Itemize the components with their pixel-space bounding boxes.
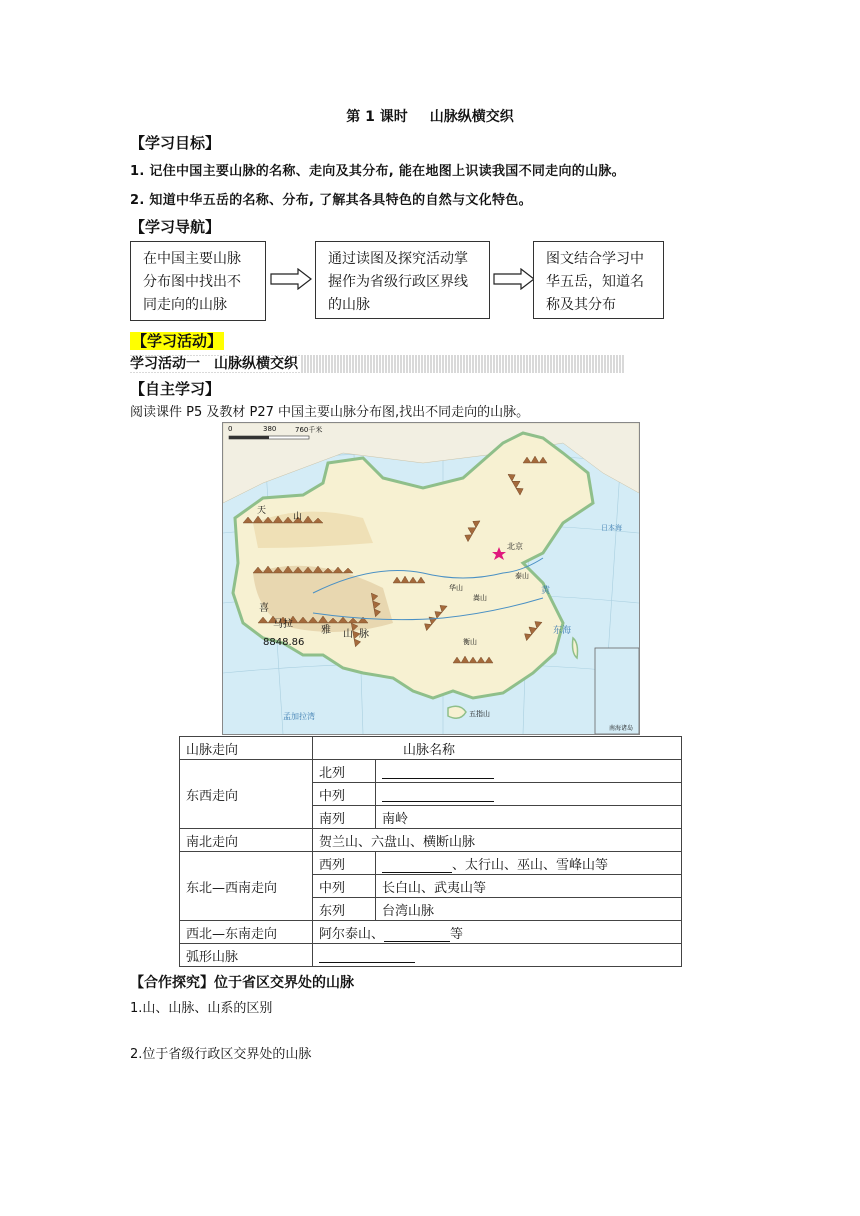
ew-pos-middle: 中列 <box>313 783 376 806</box>
scale-380: 380 <box>263 425 277 433</box>
table-row <box>180 852 682 875</box>
arc-blank[interactable] <box>313 944 682 967</box>
ns-label: 南北走向 <box>180 829 313 852</box>
scale-760: 760千米 <box>295 426 323 434</box>
page-title <box>0 106 860 126</box>
label-shanmai: 山 <box>343 629 353 640</box>
nav-box-1: 在中国主要山脉分布图中找出不同走向的山脉 <box>130 241 266 321</box>
activity-subheading: 学习活动一 山脉纵横交织 <box>130 355 625 373</box>
table-row <box>180 829 682 852</box>
taiwan <box>573 638 578 658</box>
label-nanhai: 南海诸岛 <box>609 725 634 732</box>
table-row <box>180 921 682 944</box>
question-2: 2.位于省级行政区交界处的山脉 <box>130 1047 312 1062</box>
china-mountain-map <box>222 422 640 735</box>
nav-box-3: 图文结合学习中华五岳，知道名称及其分布 <box>533 241 664 319</box>
scale-0: 0 <box>228 425 233 433</box>
table-row <box>180 760 682 783</box>
table-row <box>180 944 682 967</box>
label-huashan: 华山 <box>449 584 463 592</box>
ne-west-value: 、太行山、巫山、雪峰山等 <box>452 857 609 873</box>
ne-east-value: 台湾山脉 <box>376 898 682 921</box>
ne-pos-west: 西列 <box>313 852 376 875</box>
hainan <box>448 706 466 718</box>
nw-suffix: 等 <box>450 926 464 942</box>
nav-arrow-2 <box>493 268 535 290</box>
label-songshan: 嵩山 <box>473 594 487 602</box>
label-hengshan: 衡山 <box>463 638 477 646</box>
lesson-number: 第 1 课时 <box>346 109 408 125</box>
nav-heading: 【学习导航】 <box>130 218 221 236</box>
ne-middle-value: 长白山、武夷山等 <box>376 875 682 898</box>
south-sea-inset <box>595 648 639 734</box>
label-beijing: 北京 <box>507 542 523 551</box>
ew-south-value: 南岭 <box>376 806 682 829</box>
nw-cell[interactable] <box>313 921 682 944</box>
ne-pos-east: 东列 <box>313 898 376 921</box>
map-graphic <box>223 423 639 734</box>
activity-heading: 【学习活动】 <box>132 332 223 350</box>
label-donghai: 东海 <box>553 626 572 636</box>
goal-1: 1. 记住中国主要山脉的名称、走向及其分布, 能在地图上识读我国不同走向的山脉。 <box>130 164 625 179</box>
nw-prefix: 阿尔泰山、 <box>319 926 385 942</box>
label-bengal: 孟加拉湾 <box>283 712 315 721</box>
label-huanghai: 黄 <box>541 586 551 596</box>
label-tian: 天 <box>257 506 267 516</box>
mountain-direction-table <box>179 736 682 967</box>
ew-label: 东西走向 <box>180 760 313 829</box>
ne-label: 东北—西南走向 <box>180 852 313 921</box>
ns-value: 贺兰山、六盘山、横断山脉 <box>313 829 682 852</box>
table-header-row <box>180 737 682 760</box>
label-ya: 雅 <box>321 625 331 636</box>
self-study-heading: 【自主学习】 <box>130 380 221 398</box>
ew-pos-south: 南列 <box>313 806 376 829</box>
label-malaya: 马拉 <box>273 619 293 630</box>
nw-label: 西北—东南走向 <box>180 921 313 944</box>
xinjiang-basin <box>253 512 373 548</box>
header-names: 山脉名称 <box>313 737 682 760</box>
intro-text: 阅读课件 P5 及教材 P27 中国主要山脉分布图,找出不同走向的山脉。 <box>130 405 530 420</box>
label-taishan: 泰山 <box>515 572 529 580</box>
label-wuzhishan: 五指山 <box>469 710 490 718</box>
header-direction: 山脉走向 <box>180 737 313 760</box>
nav-arrow-1 <box>270 268 312 290</box>
label-xi: 喜 <box>259 603 269 614</box>
ne-pos-middle: 中列 <box>313 875 376 898</box>
label-shan: 山 <box>293 512 303 522</box>
ew-middle-blank[interactable] <box>376 783 682 806</box>
lesson-topic: 山脉纵横交织 <box>429 109 514 125</box>
ne-west-cell[interactable] <box>376 852 682 875</box>
question-1: 1.山、山脉、山系的区别 <box>130 1001 273 1016</box>
label-mai: 脉 <box>359 629 369 640</box>
ew-north-blank[interactable] <box>376 760 682 783</box>
coop-heading: 【合作探究】位于省区交界处的山脉 <box>130 975 354 991</box>
nav-box-2: 通过读图及探究活动掌握作为省级行政区界线的山脉 <box>315 241 490 319</box>
peak-elevation: 8848.86 <box>263 637 305 648</box>
goals-heading: 【学习目标】 <box>130 134 221 152</box>
scale-bar <box>229 436 309 439</box>
label-riben: 日本海 <box>601 524 622 532</box>
goal-2: 2. 知道中华五岳的名称、分布, 了解其各具特色的自然与文化特色。 <box>130 193 532 208</box>
ew-pos-north: 北列 <box>313 760 376 783</box>
arc-label: 弧形山脉 <box>180 944 313 967</box>
